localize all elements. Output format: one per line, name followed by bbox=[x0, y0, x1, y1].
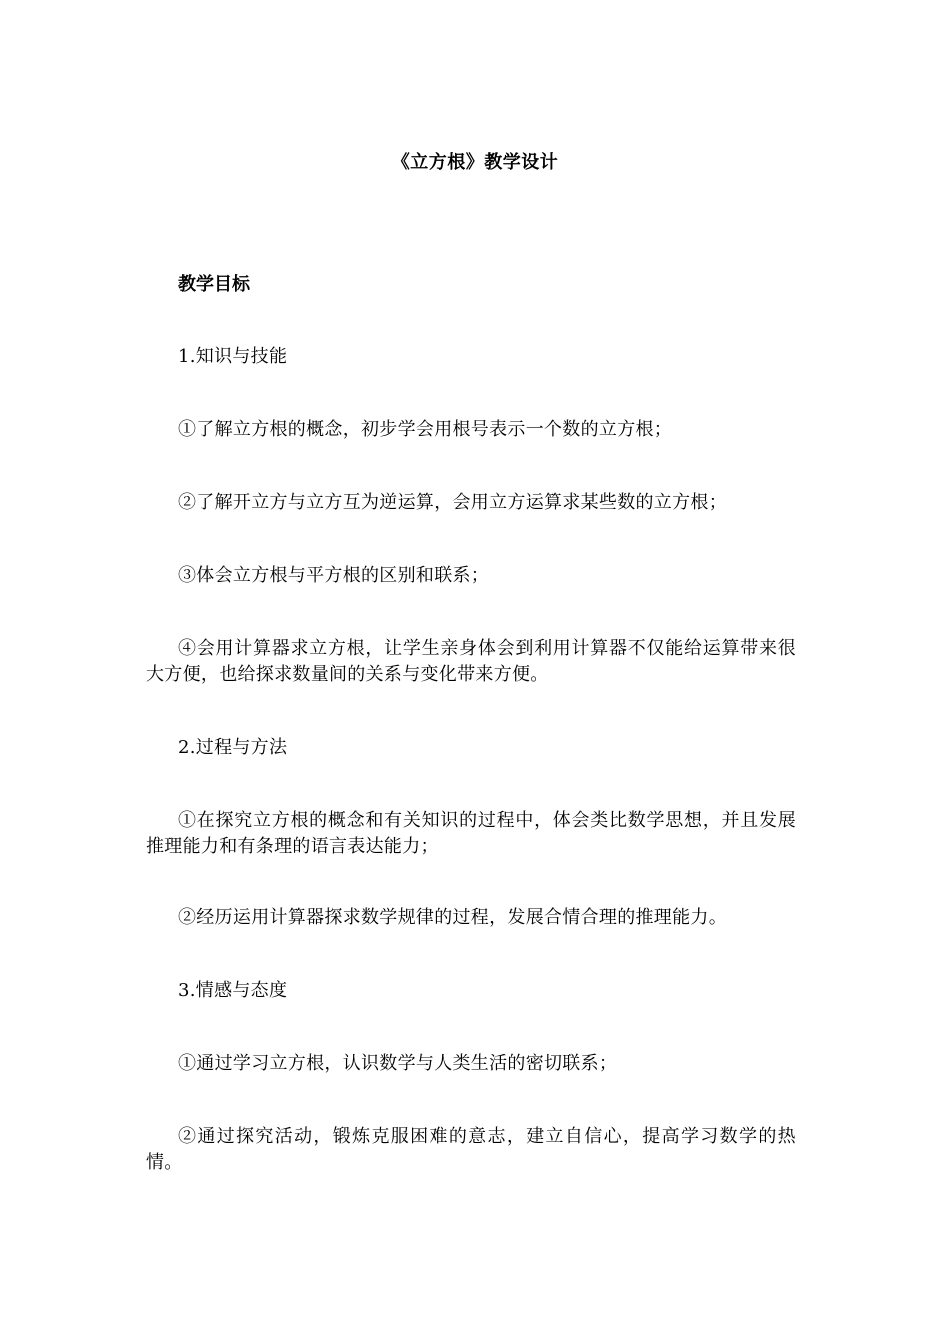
subheading-knowledge-skills: 1.知识与技能 bbox=[178, 346, 288, 367]
paragraph-process-1: ①在探究立方根的概念和有关知识的过程中，体会类比数学思想，并且发展推理能力和有条理的语言表达能力； bbox=[146, 810, 796, 857]
subheading-emotion-attitude: 3.情感与态度 bbox=[178, 980, 288, 1001]
section-heading-teaching-goals: 教学目标 bbox=[178, 274, 250, 295]
paragraph-knowledge-4: ④会用计算器求立方根，让学生亲身体会到利用计算器不仅能给运算带来很大方便，也给探求数量间的关系与变化带来方便。 bbox=[146, 638, 796, 685]
paragraph-knowledge-2: ②了解开立方与立方互为逆运算，会用立方运算求某些数的立方根； bbox=[178, 492, 727, 513]
paragraph-emotion-1: ①通过学习立方根，认识数学与人类生活的密切联系； bbox=[178, 1053, 618, 1074]
document-title: 《立方根》教学设计 bbox=[391, 152, 559, 173]
paragraph-process-2: ②经历运用计算器探求数学规律的过程，发展合情合理的推理能力。 bbox=[178, 907, 727, 928]
subheading-process-method: 2.过程与方法 bbox=[178, 737, 288, 758]
paragraph-knowledge-1: ①了解立方根的概念，初步学会用根号表示一个数的立方根； bbox=[178, 419, 673, 440]
paragraph-knowledge-3: ③体会立方根与平方根的区别和联系； bbox=[178, 565, 490, 586]
paragraph-emotion-2: ②通过探究活动，锻炼克服困难的意志，建立自信心，提高学习数学的热情。 bbox=[146, 1126, 796, 1173]
